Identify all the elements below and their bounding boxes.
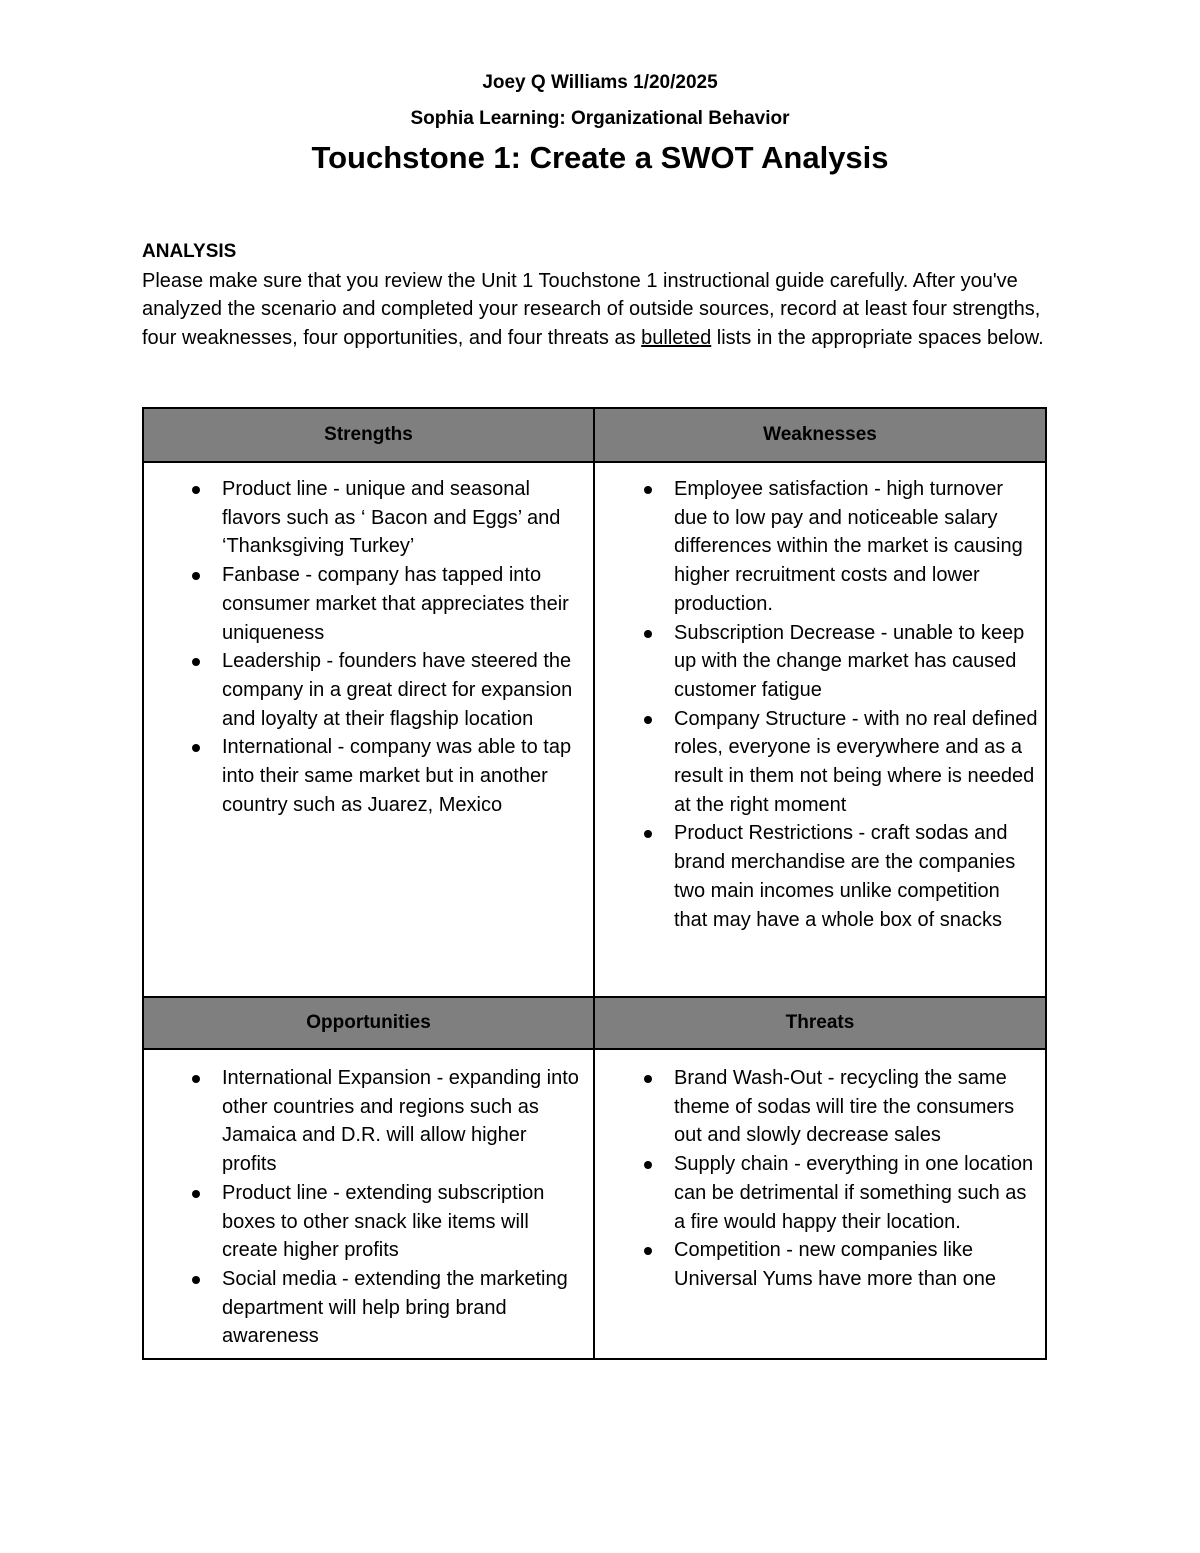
weaknesses-cell — [638, 475, 1038, 934]
bullet-item: Employee satisfaction - high turnover due to low pay and noticeable salary differences within the market is causing higher recruitment costs and lower production. — [638, 475, 1038, 619]
bullet-item: Fanbase - company has tapped into consumer market that appreciates their uniqueness — [186, 561, 586, 647]
opportunities-header: Opportunities — [144, 998, 593, 1048]
analysis-instructions — [142, 267, 1047, 353]
bullet-item: Brand Wash-Out - recycling the same theme of sodas will tire the consumers out and slowly decrease sales — [638, 1064, 1043, 1150]
bullet-item: Product Restrictions - craft sodas and brand merchandise are the companies two main incomes unlike competition that may have a whole box of snacks — [638, 819, 1038, 934]
bullet-item: Subscription Decrease - unable to keep up with the change market has caused customer fatigue — [638, 619, 1038, 705]
bullet-item: International Expansion - expanding into other countries and regions such as Jamaica and D.R. will allow higher profits — [186, 1064, 586, 1179]
strengths-list — [186, 475, 586, 819]
instructions-underlined-word: bulleted — [641, 327, 712, 350]
course-line: Sophia Learning: Organizational Behavior — [410, 108, 790, 129]
bullet-item: Product line - unique and seasonal flavors such as ‘ Bacon and Eggs’ and ‘Thanksgiving Turkey’ — [186, 475, 586, 561]
threats-header: Threats — [595, 998, 1045, 1048]
weaknesses-header: Weaknesses — [595, 409, 1045, 461]
bullet-item: Supply chain - everything in one location can be detrimental if something such as a fire would happy their location. — [638, 1150, 1043, 1236]
bullet-item: Product line - extending subscription boxes to other snack like items will create higher profits — [186, 1179, 586, 1265]
analysis-section — [142, 238, 1047, 353]
analysis-heading: ANALYSIS — [142, 241, 237, 262]
table-column-divider — [593, 409, 595, 1358]
instructions-text-end: lists in the appropriate spaces below. — [711, 327, 1044, 350]
bullet-item: Competition - new companies like Universal Yums have more than one — [638, 1236, 1043, 1293]
bullet-item: Social media - extending the marketing department will help bring brand awareness — [186, 1265, 586, 1351]
strengths-header: Strengths — [144, 409, 593, 461]
opportunities-list — [186, 1064, 586, 1351]
strengths-cell — [186, 475, 586, 819]
opportunities-cell — [186, 1064, 586, 1351]
bullet-item: Leadership - founders have steered the company in a great direct for expansion and loyalty at their flagship location — [186, 647, 586, 733]
swot-table — [142, 407, 1047, 1360]
bullet-item: International - company was able to tap into their same market but in another country such as Juarez, Mexico — [186, 733, 586, 819]
bullet-item: Company Structure - with no real defined roles, everyone is everywhere and as a result in them not being where is needed at the right moment — [638, 705, 1038, 820]
document-title: Touchstone 1: Create a SWOT Analysis — [311, 140, 889, 175]
instructions-text-start: Please make sure that you review the Unit 1 Touchstone 1 instructional guide carefully. After you've analyzed the scenario and completed your research of outside sources, record at least four strengths, four weaknesses, four opportunities, and four threats as — [142, 269, 1041, 350]
weaknesses-list — [638, 475, 1038, 934]
threats-list — [638, 1064, 1043, 1294]
author-date-line: Joey Q Williams 1/20/2025 — [482, 72, 718, 93]
threats-cell — [638, 1064, 1043, 1294]
